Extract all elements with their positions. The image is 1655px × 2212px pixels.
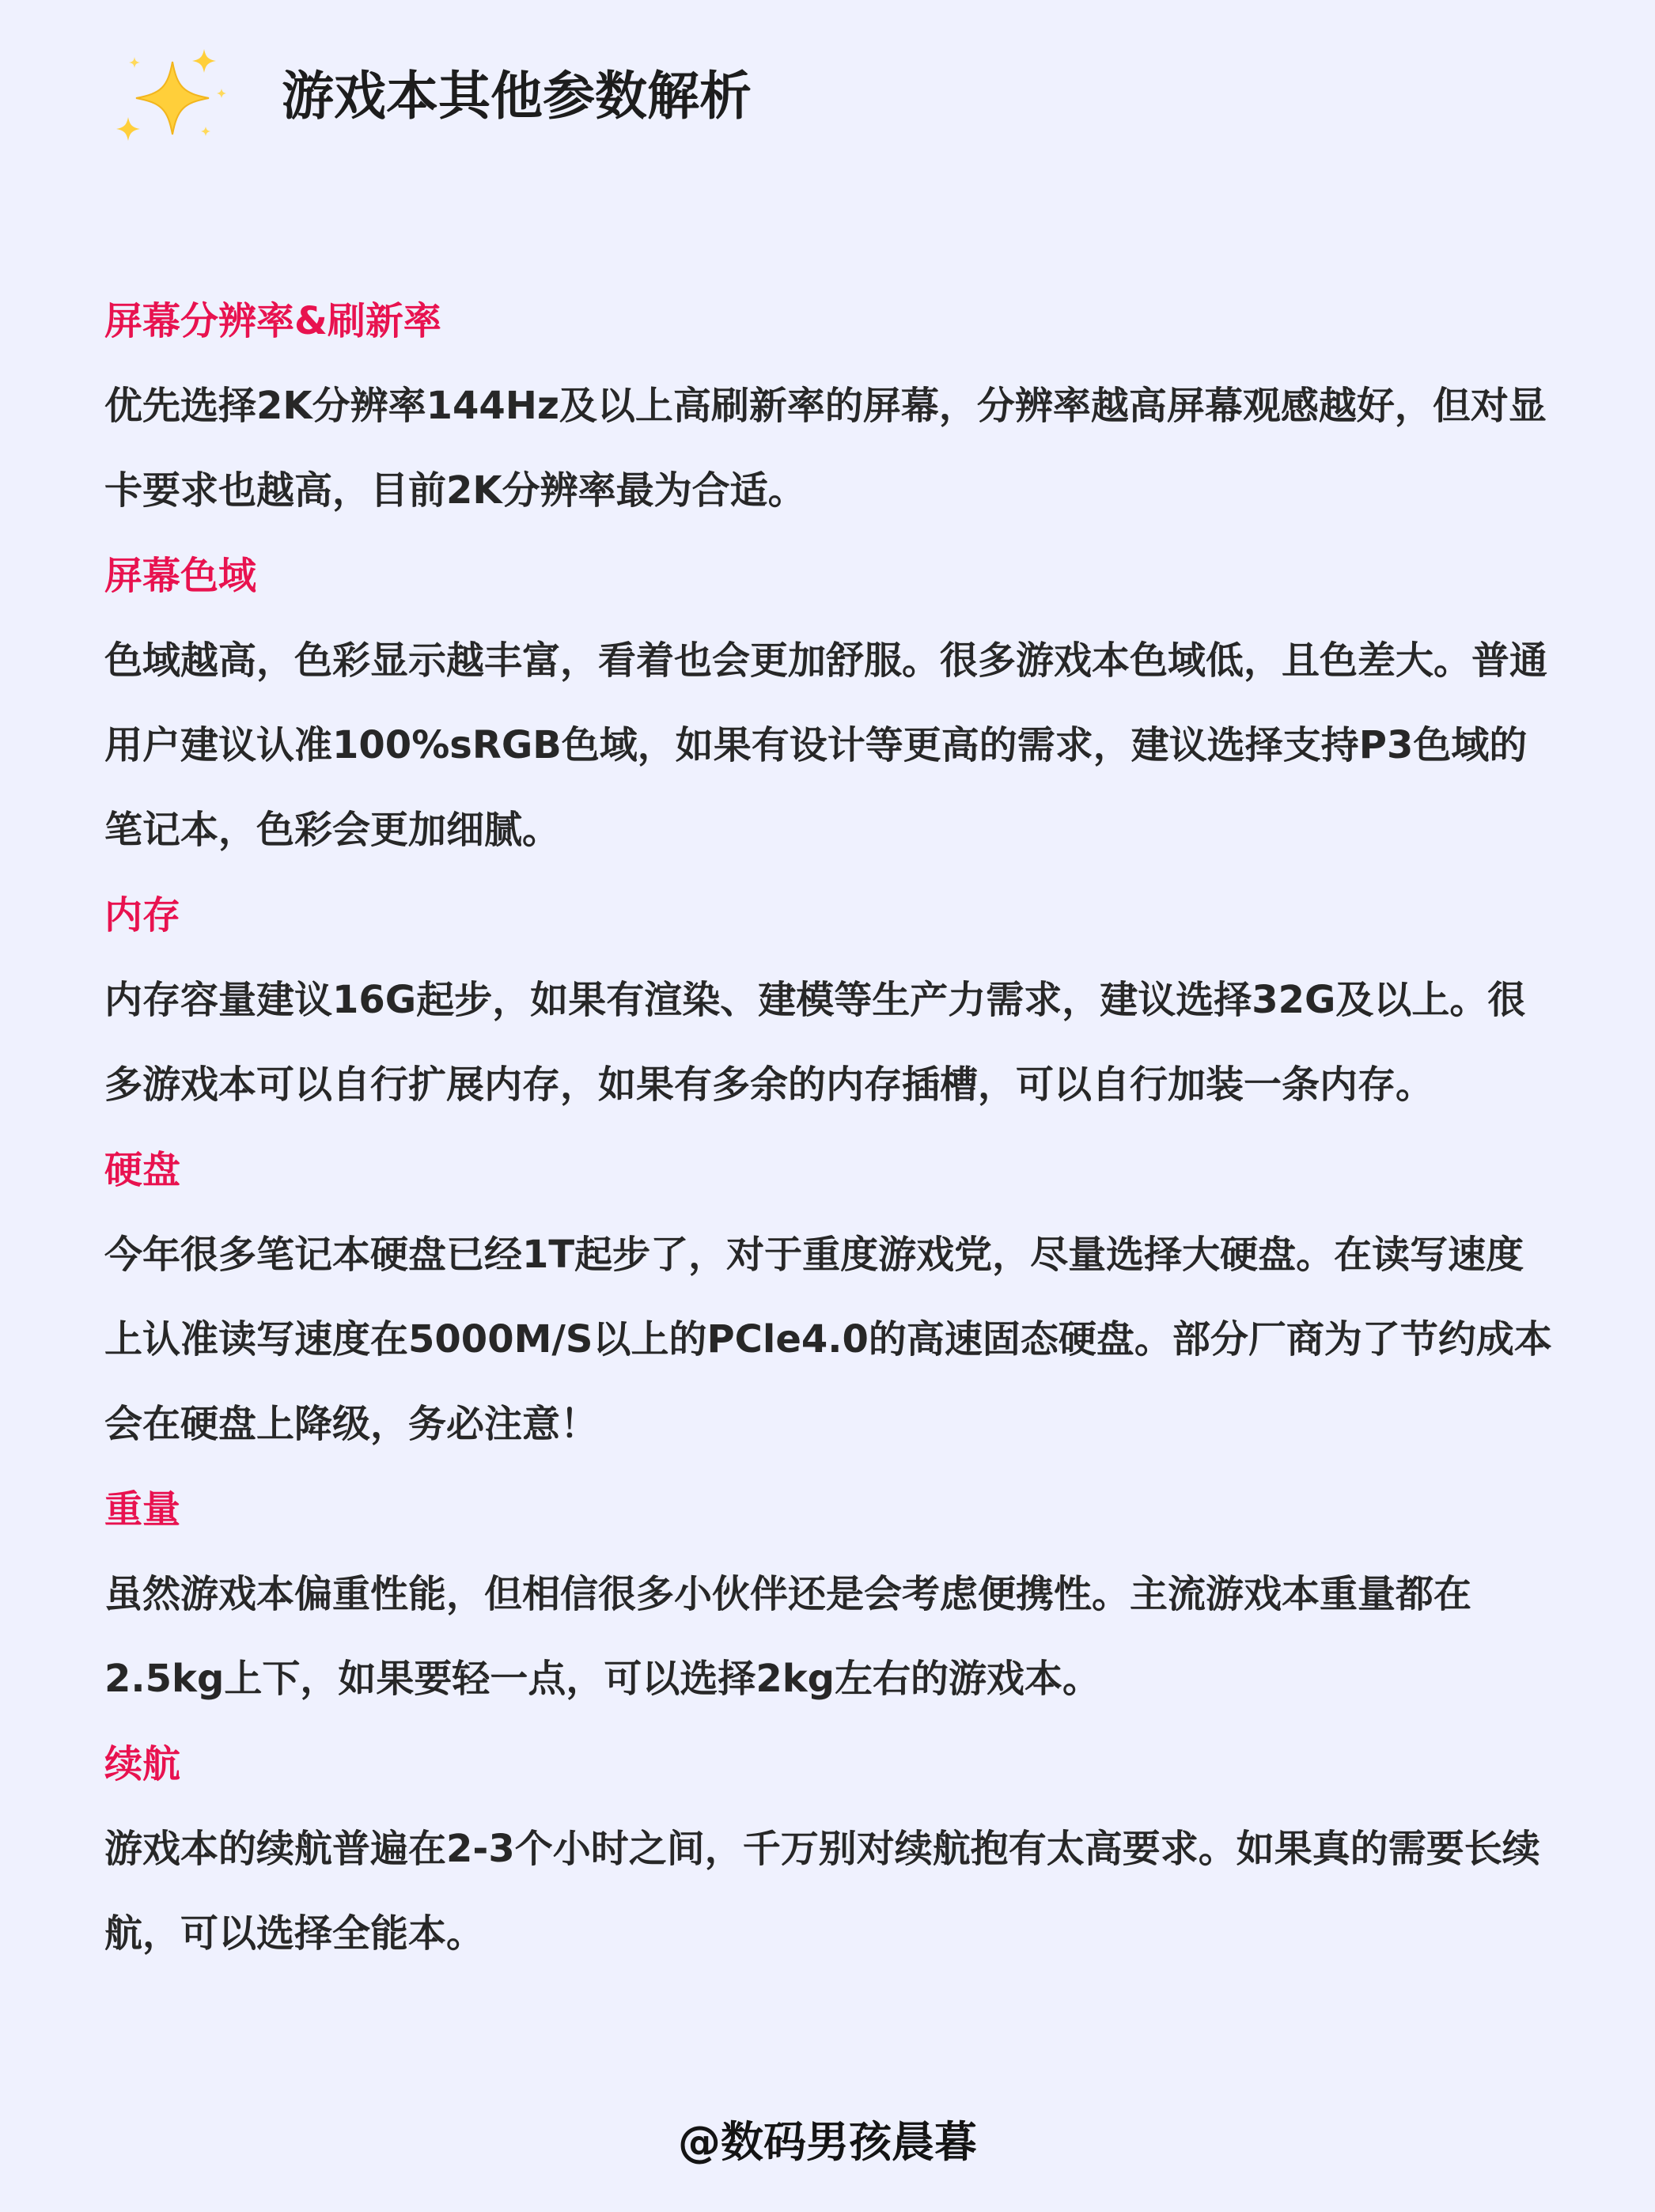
section-weight bbox=[104, 1467, 1552, 1721]
section-heading: 重量 bbox=[104, 1487, 181, 1532]
sparkles-icon bbox=[111, 47, 237, 150]
page-title: 游戏本其他参数解析 bbox=[282, 66, 752, 127]
section-heading: 硬盘 bbox=[104, 1148, 181, 1192]
section-body: 游戏本的续航普遍在2-3个小时之间，千万别对续航抱有太高要求。如果真的需要长续航，可以选择全能本。 bbox=[104, 1827, 1540, 1956]
section-storage bbox=[104, 1127, 1552, 1467]
section-body: 色域越高，色彩显示越丰富，看着也会更加舒服。很多游戏本色域低，且色差大。普通用户建议认准100%sRGB色域，如果有设计等更高的需求，建议选择支持P3色域的笔记本，色彩会更加细腻。 bbox=[104, 638, 1548, 852]
section-heading: 内存 bbox=[104, 893, 181, 937]
section-memory bbox=[104, 873, 1552, 1127]
author-credit: @数码男孩晨暮 bbox=[678, 2117, 977, 2167]
section-battery bbox=[104, 1721, 1552, 1976]
section-heading: 续航 bbox=[104, 1742, 181, 1786]
section-body: 优先选择2K分辨率144Hz及以上高刷新率的屏幕，分辨率越高屏幕观感越好，但对显卡要求也越高，目前2K分辨率最为合适。 bbox=[104, 384, 1547, 513]
section-body: 内存容量建议16G起步，如果有渲染、建模等生产力需求，建议选择32G及以上。很多游戏本可以自行扩展内存，如果有多余的内存插槽，可以自行加装一条内存。 bbox=[104, 978, 1526, 1107]
section-body: 虽然游戏本偏重性能，但相信很多小伙伴还是会考虑便携性。主流游戏本重量都在2.5kg上下，如果要轻一点，可以选择2kg左右的游戏本。 bbox=[104, 1572, 1472, 1701]
section-color-gamut bbox=[104, 533, 1552, 873]
section-body: 今年很多笔记本硬盘已经1T起步了，对于重度游戏党，尽量选择大硬盘。在读写速度上认准读写速度在5000M/S以上的PCle4.0的高速固态硬盘。部分厂商为了节约成本会在硬盘上降级，务必注意！ bbox=[104, 1233, 1552, 1446]
header bbox=[111, 47, 1535, 158]
article-content bbox=[104, 278, 1552, 1976]
section-heading: 屏幕色域 bbox=[104, 554, 257, 598]
section-heading: 屏幕分辨率&刷新率 bbox=[104, 299, 441, 343]
section-resolution bbox=[104, 278, 1552, 533]
